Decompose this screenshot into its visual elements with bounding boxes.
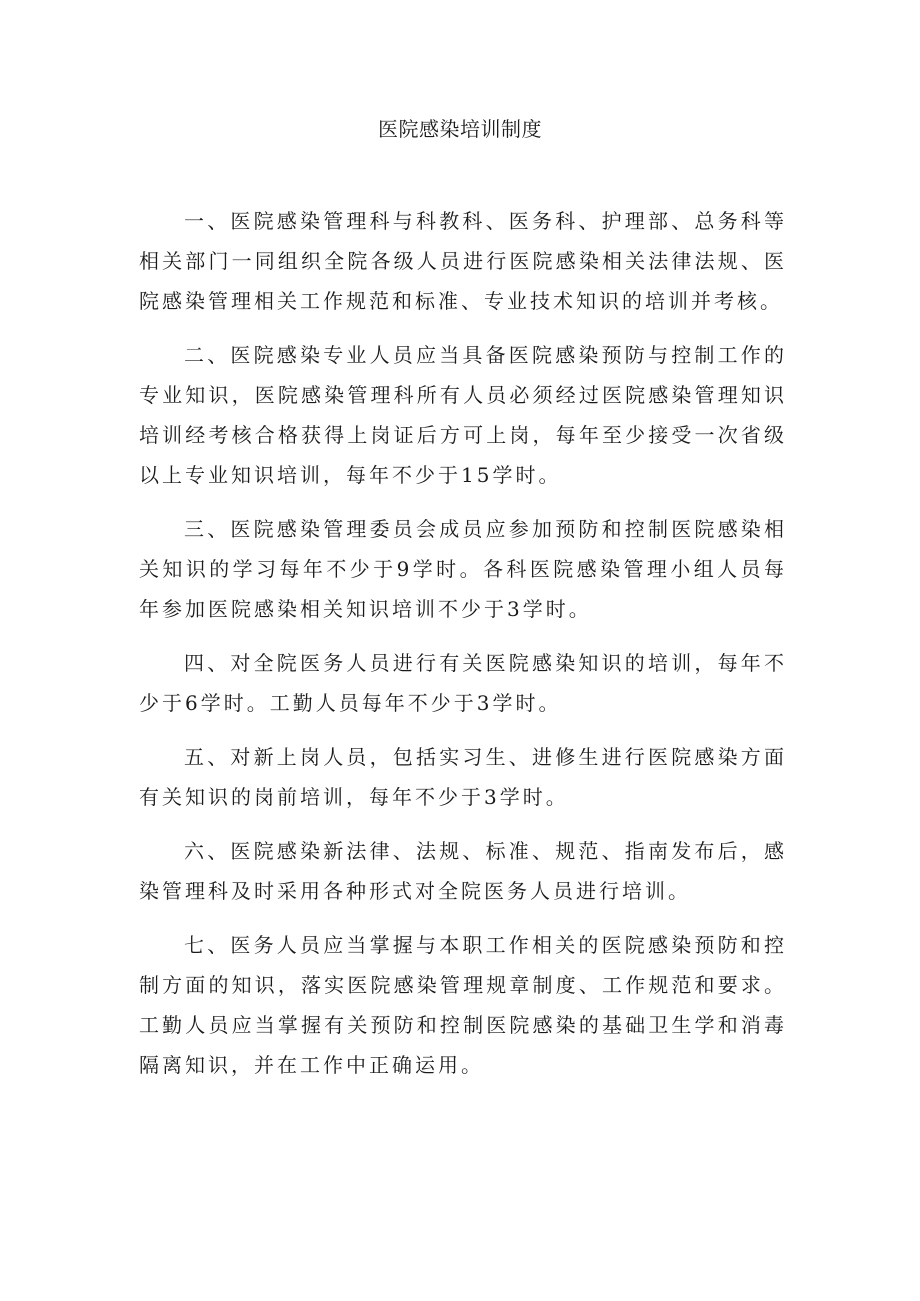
document-title: 医院感染培训制度 — [378, 117, 542, 141]
paragraph-3: 三、医院感染管理委员会成员应参加预防和控制医院感染相关知识的学习每年不少于9学时。各科医院感染管理小组人员每年参加医院感染相关知识培训不少于3学时。 — [139, 517, 787, 621]
paragraph-4: 四、对全院医务人员进行有关医院感染知识的培训，每年不少于6学时。工勤人员每年不少于3学时。 — [139, 651, 787, 715]
paragraph-7: 七、医务人员应当掌握与本职工作相关的医院感染预防和控制方面的知识，落实医院感染管理规章制度、工作规范和要求。工勤人员应当掌握有关预防和控制医院感染的基础卫生学和消毒隔离知识，并在工作中正确运用。 — [139, 933, 787, 1077]
document-body — [139, 201, 787, 1099]
paragraph-5: 五、对新上岗人员，包括实习生、进修生进行医院感染方面有关知识的岗前培训，每年不少于3学时。 — [139, 745, 787, 809]
paragraph-1: 一、医院感染管理科与科教科、医务科、护理部、总务科等相关部门一同组织全院各级人员进行医院感染相关法律法规、医院感染管理相关工作规范和标准、专业技术知识的培训并考核。 — [139, 209, 787, 313]
paragraph-2: 二、医院感染专业人员应当具备医院感染预防与控制工作的专业知识，医院感染管理科所有人员必须经过医院感染管理知识培训经考核合格获得上岗证后方可上岗，每年至少接受一次省级以上专业知识培训，每年不少于15学时。 — [139, 343, 787, 487]
paragraph-6: 六、医院感染新法律、法规、标准、规范、指南发布后，感染管理科及时采用各种形式对全院医务人员进行培训。 — [139, 839, 787, 903]
